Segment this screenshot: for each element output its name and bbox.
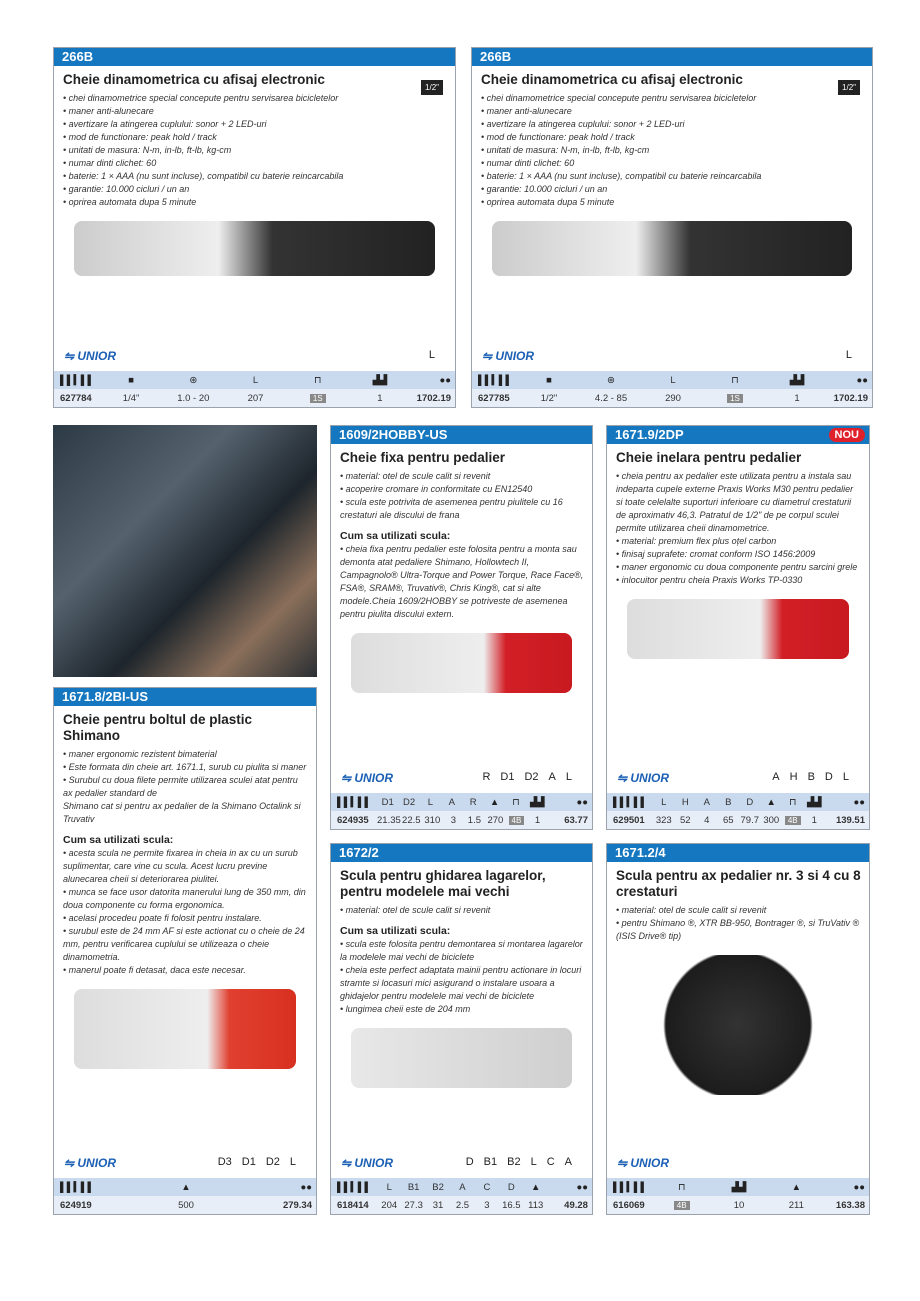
product-code-header: [607, 426, 869, 444]
feature-item: • material: otel de scule calit si revenit: [340, 905, 491, 915]
feature-list: [340, 904, 584, 917]
product-code-header: [607, 844, 869, 862]
feature-item: • chei dinamometrice special concepute pentru servisarea bicicletelor: [63, 93, 339, 103]
column-value: 290: [665, 392, 681, 404]
feature-item: • Surubul cu doua filete permite utilizarea sculei atat pentru ax pedalier standard de: [63, 775, 298, 798]
column-value: 624935: [337, 814, 369, 826]
dimension-label: D2: [265, 1156, 280, 1168]
box-icon: ⊓: [314, 374, 322, 386]
product-image: [74, 989, 296, 1069]
spec-header-row: [331, 1178, 592, 1196]
column-value: 4B: [653, 1200, 710, 1211]
feature-list: [616, 904, 861, 943]
spec-table: [54, 371, 455, 407]
box-icon: ⊓: [512, 796, 520, 808]
dimension-label: C: [546, 1156, 555, 1168]
feature-item: • finisaj suprafete: cromat conform ISO 1456:2009: [616, 549, 816, 559]
column-value: 10: [733, 1199, 745, 1211]
column-value: 211: [788, 1199, 804, 1211]
coins-icon: ●●: [300, 1181, 312, 1193]
dimension-label: D: [824, 771, 833, 783]
feature-item: • oprirea automata dupa 5 minute: [481, 197, 615, 207]
unior-logo: ⇋ UNIOR: [64, 349, 117, 363]
coins-icon: ●●: [856, 374, 868, 386]
column-value: 1/2": [540, 392, 558, 404]
spec-table: [472, 371, 872, 407]
column-header: B1: [407, 1181, 420, 1193]
product-code-header: [472, 48, 872, 66]
feature-item: • unitati de masura: N-m, in-lb, ft-lb, kg-cm: [63, 145, 232, 155]
dimension-label: D1: [241, 1156, 256, 1168]
column-value: 65: [722, 814, 734, 826]
spec-value-row: [607, 1196, 869, 1214]
dimension-diagram: [429, 349, 435, 361]
column-header: D: [507, 1181, 515, 1193]
column-header: L: [386, 1181, 392, 1193]
coins-icon: ●●: [576, 796, 588, 808]
product-image: [627, 955, 849, 1095]
spec-table: [607, 793, 869, 829]
usage-item: • lungimea cheii este de 204 mm: [340, 1004, 471, 1014]
dimension-label: D: [465, 1156, 474, 1168]
dimension-label: L: [565, 771, 572, 783]
dimension-label: H: [789, 771, 798, 783]
column-header: D: [746, 796, 754, 808]
product-card: [330, 425, 593, 830]
column-value: 3: [450, 814, 456, 826]
square-drive-icon: ■: [128, 374, 134, 386]
column-value: 627785: [478, 392, 510, 404]
weight-icon: ▲: [766, 796, 776, 808]
product-photo-cyclist-using-torque-wrench: [53, 425, 317, 677]
product-title: Scula pentru ghidarea lagarelor, pentru modelele mai vechi: [340, 868, 546, 899]
coins-icon: ●●: [853, 796, 865, 808]
column-value: 629501: [613, 814, 645, 826]
product-title: Cheie dinamometrica cu afisaj electronic: [63, 72, 325, 87]
spec-value-row: [331, 1196, 592, 1214]
spec-table: [331, 793, 592, 829]
dimension-label: L: [530, 1156, 537, 1168]
weight-icon: ▲: [489, 796, 500, 808]
column-header: D1: [381, 796, 394, 808]
dimension-label: L: [428, 349, 435, 361]
column-header: H: [681, 796, 689, 808]
dimension-diagram: [466, 1156, 572, 1168]
dimension-label: L: [842, 771, 849, 783]
column-value: 270: [487, 814, 504, 826]
column-value: 49.28: [564, 1199, 588, 1211]
factory-icon: ▟▟: [731, 1181, 747, 1193]
column-header: L: [670, 374, 676, 386]
dimension-label: A: [548, 771, 556, 783]
column-value: 27.3: [404, 1199, 423, 1211]
spec-header-row: [54, 371, 455, 389]
column-header: D2: [402, 796, 416, 808]
feature-item: • scula este potrivita de asemenea pentru piulitele cu 16 crestaturi ale discului de frana: [340, 497, 563, 520]
dimension-diagram: [846, 349, 852, 361]
column-value: 16.5: [502, 1199, 521, 1211]
product-title: Cheie pentru boltul de plastic Shimano: [63, 712, 253, 743]
dimension-label: L: [845, 349, 852, 361]
unior-logo: ⇋ UNIOR: [617, 1156, 670, 1170]
column-value: 63.77: [564, 814, 588, 826]
unior-logo: ⇋ UNIOR: [341, 1156, 394, 1170]
feature-item: • maner ergonomic rezistent bimaterial: [63, 749, 217, 759]
dimension-label: R: [482, 771, 491, 783]
column-value: 1702.19: [833, 392, 868, 404]
column-value: 1702.19: [416, 392, 452, 404]
weight-icon: ▲: [791, 1181, 802, 1193]
product-card: [53, 47, 456, 408]
product-title: Cheie inelara pentru pedalier: [616, 450, 802, 465]
product-image: [492, 221, 852, 276]
feature-item: • material: otel de scule calit si revenit: [616, 905, 767, 915]
feature-item: • numar dinti clichet: 60: [63, 158, 157, 168]
column-value: 204: [381, 1199, 398, 1211]
column-value: 4.2 - 85: [594, 392, 628, 404]
column-value: 500: [178, 1199, 194, 1211]
spec-header-row: [607, 1178, 869, 1196]
product-image: [351, 1028, 572, 1088]
column-header: B2: [432, 1181, 444, 1193]
usage-item: • cheia este perfect adaptata mainii pentru actionare in locuri stramte si locasuri mici asigurand o instalare usoara a ghidajelor pentru modelele mai vechi de biciclete: [340, 965, 582, 1001]
unior-logo: ⇋ UNIOR: [64, 1156, 117, 1170]
usage-item: • acesta scula ne permite fixarea in cheia in ax cu un surub suplimentar, care vine cu scula. Acest lucru previne alunecarea cheii si deteriorarea piulitei.: [63, 848, 298, 884]
column-value: 627784: [60, 392, 92, 404]
product-code: 266B: [480, 49, 512, 64]
usage-item: • scula este folosita pentru demontarea si montarea lagarelor la modelele mai vechi de biciclete: [340, 939, 583, 962]
coins-icon: ●●: [853, 1181, 865, 1193]
column-value: 207: [247, 392, 264, 404]
feature-list: [63, 748, 308, 826]
barcode-icon: ▌▌▍▌▌: [60, 374, 95, 386]
dimension-label: D2: [524, 771, 539, 783]
column-value: 4: [704, 814, 710, 826]
feature-item: • maner anti-alunecare: [63, 106, 154, 116]
weight-icon: ▲: [531, 1181, 541, 1193]
dimension-label: D1: [500, 771, 515, 783]
spec-header-row: [472, 371, 872, 389]
column-header: C: [483, 1181, 491, 1193]
column-value: 310: [424, 814, 441, 826]
feature-item: • mod de functionare: peak hold / track: [481, 132, 635, 142]
column-header: L: [661, 796, 667, 808]
new-badge: NOU: [829, 428, 865, 442]
factory-icon: ▟▟: [789, 374, 805, 386]
unior-logo: ⇋ UNIOR: [341, 771, 394, 785]
product-title: Scula pentru ax pedalier nr. 3 si 4 cu 8 crestaturi: [616, 868, 861, 899]
spec-value-row: [54, 389, 455, 407]
feature-item: • baterie: 1 × AAA (nu sunt incluse), compatibil cu baterie reincarcabila: [63, 171, 344, 181]
column-value: 1: [534, 814, 541, 826]
dimension-label: D3: [217, 1156, 232, 1168]
feature-item: • numar dinti clichet: 60: [481, 158, 575, 168]
product-card: [471, 47, 873, 408]
column-value: 618414: [337, 1199, 369, 1211]
coins-icon: ●●: [576, 1181, 588, 1193]
column-value: 1: [794, 392, 800, 404]
spec-table: [331, 1178, 592, 1214]
spec-header-row: [331, 793, 592, 811]
feature-item: • avertizare la atingerea cuplului: sonor + 2 LED-uri: [481, 119, 685, 129]
feature-item: • material: otel de scule calit si revenit: [340, 471, 491, 481]
column-value: 1.0 - 20: [177, 392, 210, 404]
column-value: 1: [377, 392, 383, 404]
weight-icon: ▲: [181, 1181, 191, 1193]
barcode-icon: ▌▌▍▌▌: [613, 1181, 648, 1193]
barcode-icon: ▌▌▍▌▌: [60, 1181, 95, 1193]
column-value: 163.38: [835, 1199, 865, 1211]
usage-item: • manerul poate fi detasat, daca este necesar.: [63, 965, 246, 975]
coins-icon: ●●: [439, 374, 452, 386]
feature-list: [63, 92, 447, 209]
dimension-label: B: [807, 771, 815, 783]
column-value: 22.5: [402, 814, 421, 826]
usage-heading: Cum sa utilizati scula:: [340, 925, 451, 937]
column-value: 4B: [506, 815, 527, 826]
product-image: [627, 599, 849, 659]
dimension-label: L: [289, 1156, 296, 1168]
unior-logo: ⇋ UNIOR: [617, 771, 670, 785]
feature-item: • maner anti-alunecare: [481, 106, 572, 116]
feature-item: • baterie: 1 × AAA (nu sunt incluse), compatibil cu baterie reincarcabila: [481, 171, 762, 181]
usage-heading: Cum sa utilizati scula:: [340, 530, 451, 542]
product-code: 1609/2HOBBY-US: [339, 427, 448, 442]
feature-item: • garantie: 10.000 cicluri / un an: [63, 184, 190, 194]
product-code: 1671.8/2BI-US: [62, 689, 148, 704]
feature-item: • mod de functionare: peak hold / track: [63, 132, 217, 142]
column-header: A: [448, 796, 455, 808]
column-header: B: [725, 796, 732, 808]
product-code: 266B: [62, 49, 94, 64]
column-value: 1.5: [467, 814, 481, 826]
product-code-header: [54, 688, 316, 706]
product-card: [606, 425, 870, 830]
column-header: L: [427, 796, 434, 808]
feature-item: • material: premium flex plus oțel carbon: [616, 536, 777, 546]
column-value: 1/4": [122, 392, 140, 404]
feature-item: Shimano cat si pentru ax pedalier de la Shimano Octalink si Truvativ: [63, 801, 301, 824]
column-value: 2.5: [455, 1199, 470, 1211]
feature-list: [616, 470, 861, 587]
torque-icon: ⊛: [607, 374, 615, 386]
feature-item: • avertizare la atingerea cuplului: sonor + 2 LED-uri: [63, 119, 267, 129]
column-value: 113: [528, 1199, 544, 1211]
column-value: 79.7: [740, 814, 759, 826]
column-header: A: [459, 1181, 466, 1193]
spec-value-row: [54, 1196, 316, 1214]
column-header: A: [703, 796, 710, 808]
column-value: 4B: [782, 815, 804, 826]
usage-item: • acelasi procedeu poate fi folosit pentru instalare.: [63, 913, 262, 923]
dimension-label: A: [772, 771, 780, 783]
feature-item: • oprirea automata dupa 5 minute: [63, 197, 197, 207]
barcode-icon: ▌▌▍▌▌: [337, 796, 372, 808]
barcode-icon: ▌▌▍▌▌: [478, 374, 513, 386]
dimension-label: A: [564, 1156, 572, 1168]
spec-value-row: [472, 389, 872, 407]
usage-item: • munca se face usor datorita manerului lung de 350 mm, din doua componente cu forma ergonomica.: [63, 887, 306, 910]
feature-item: • chei dinamometrice special concepute pentru servisarea bicicletelor: [481, 93, 757, 103]
product-image: [351, 633, 572, 693]
dimension-diagram: [218, 1156, 296, 1168]
feature-list: [481, 92, 864, 209]
product-code-header: [54, 48, 455, 66]
column-value: 1S: [287, 393, 349, 404]
feature-item: • cheia pentru ax pedalier este utilizata pentru a instala sau indeparta cupele externe Praxis Works M30 pentru pedalier si toate celelalte suporturi inferioare cu diametrul crestaturii de aproximativ 46,3. Patratul de 1/2" de pe corpul sculei permite utilizarea cheii dinamometrice.: [616, 471, 854, 533]
spec-table: [54, 1178, 316, 1214]
column-value: 3: [484, 1199, 490, 1211]
usage-list: [340, 938, 584, 1016]
product-image: [74, 221, 435, 276]
product-card: [53, 687, 317, 1215]
spec-header-row: [607, 793, 869, 811]
column-value: 323: [655, 814, 672, 826]
usage-heading: Cum sa utilizati scula:: [63, 834, 174, 846]
column-value: 279.34: [282, 1199, 312, 1211]
product-card: [606, 843, 870, 1215]
box-icon: ⊓: [789, 796, 797, 808]
column-header: L: [252, 374, 259, 386]
product-card: [330, 843, 593, 1215]
column-value: 300: [763, 814, 780, 826]
column-value: 139.51: [835, 814, 865, 826]
spec-value-row: [607, 811, 869, 829]
column-value: 616069: [613, 1199, 645, 1211]
square-drive-icon: ■: [546, 374, 552, 386]
product-code: 1672/2: [339, 845, 379, 860]
square-drive-size-badge: 1/2": [838, 80, 860, 95]
product-code-header: [331, 426, 592, 444]
usage-list: [63, 847, 308, 977]
barcode-icon: ▌▌▍▌▌: [337, 1181, 372, 1193]
product-title: Cheie dinamometrica cu afisaj electronic: [481, 72, 743, 87]
factory-icon: ▟▟: [372, 374, 388, 386]
box-icon: ⊓: [677, 1181, 686, 1193]
usage-list: [340, 543, 584, 621]
column-value: 624919: [60, 1199, 92, 1211]
usage-item: • cheia fixa pentru pedalier este folosita pentru a monta sau demonta atat pedaliere Shimano, Hollowtech II, Campagnolo® Ultra-Torque and Power Torque, Race Face®, FSA®, SRAM®, Truvativ®, Chris King®, cat si alte modele.Cheia 1609/2HOBBY se potriveste de asemenea pentru piulita discului extern.: [340, 544, 584, 619]
torque-icon: ⊛: [189, 374, 198, 386]
column-value: 1S: [704, 393, 766, 404]
feature-item: • unitati de masura: N-m, in-lb, ft-lb, kg-cm: [481, 145, 650, 155]
unior-logo: ⇋ UNIOR: [482, 349, 535, 363]
spec-value-row: [331, 811, 592, 829]
feature-item: • pentru Shimano ®, XTR BB-950, Bontrager ®, si TruVativ ® (ISIS Drive® tip): [616, 918, 860, 941]
spec-table: [607, 1178, 869, 1214]
product-code: 1671.9/2DP: [615, 427, 684, 442]
factory-icon: ▟▟: [530, 796, 545, 808]
dimension-diagram: [482, 771, 572, 783]
square-drive-size-badge: 1/2": [421, 80, 443, 95]
box-icon: ⊓: [731, 374, 739, 386]
dimension-label: B2: [507, 1156, 521, 1168]
feature-item: • garantie: 10.000 cicluri / un an: [481, 184, 608, 194]
column-value: 21.35: [377, 814, 401, 826]
spec-header-row: [54, 1178, 316, 1196]
barcode-icon: ▌▌▍▌▌: [613, 796, 648, 808]
usage-item: • surubul este de 24 mm AF si este actionat cu o cheie de 24 mm, pentru verificarea cuplului se utilizeaza o cheie dinamometria.: [63, 926, 305, 962]
dimension-label: B1: [483, 1156, 498, 1168]
column-header: R: [469, 796, 477, 808]
product-title: Cheie fixa pentru pedalier: [340, 450, 506, 465]
feature-item: • acoperire cromare in conformitate cu EN12540: [340, 484, 533, 494]
column-value: 52: [679, 814, 691, 826]
product-code: 1671.2/4: [615, 845, 666, 860]
feature-item: • inlocuitor pentru cheia Praxis Works TP-0330: [616, 575, 803, 585]
feature-item: • Este formata din cheie art. 1671.1, surub cu piulita si maner: [63, 762, 307, 772]
factory-icon: ▟▟: [806, 796, 822, 808]
product-code-header: [331, 844, 592, 862]
column-value: 31: [432, 1199, 444, 1211]
column-value: 1: [811, 814, 817, 826]
feature-item: • maner ergonomic cu doua componente pentru sarcini grele: [616, 562, 858, 572]
dimension-diagram: [772, 771, 849, 783]
feature-list: [340, 470, 584, 522]
